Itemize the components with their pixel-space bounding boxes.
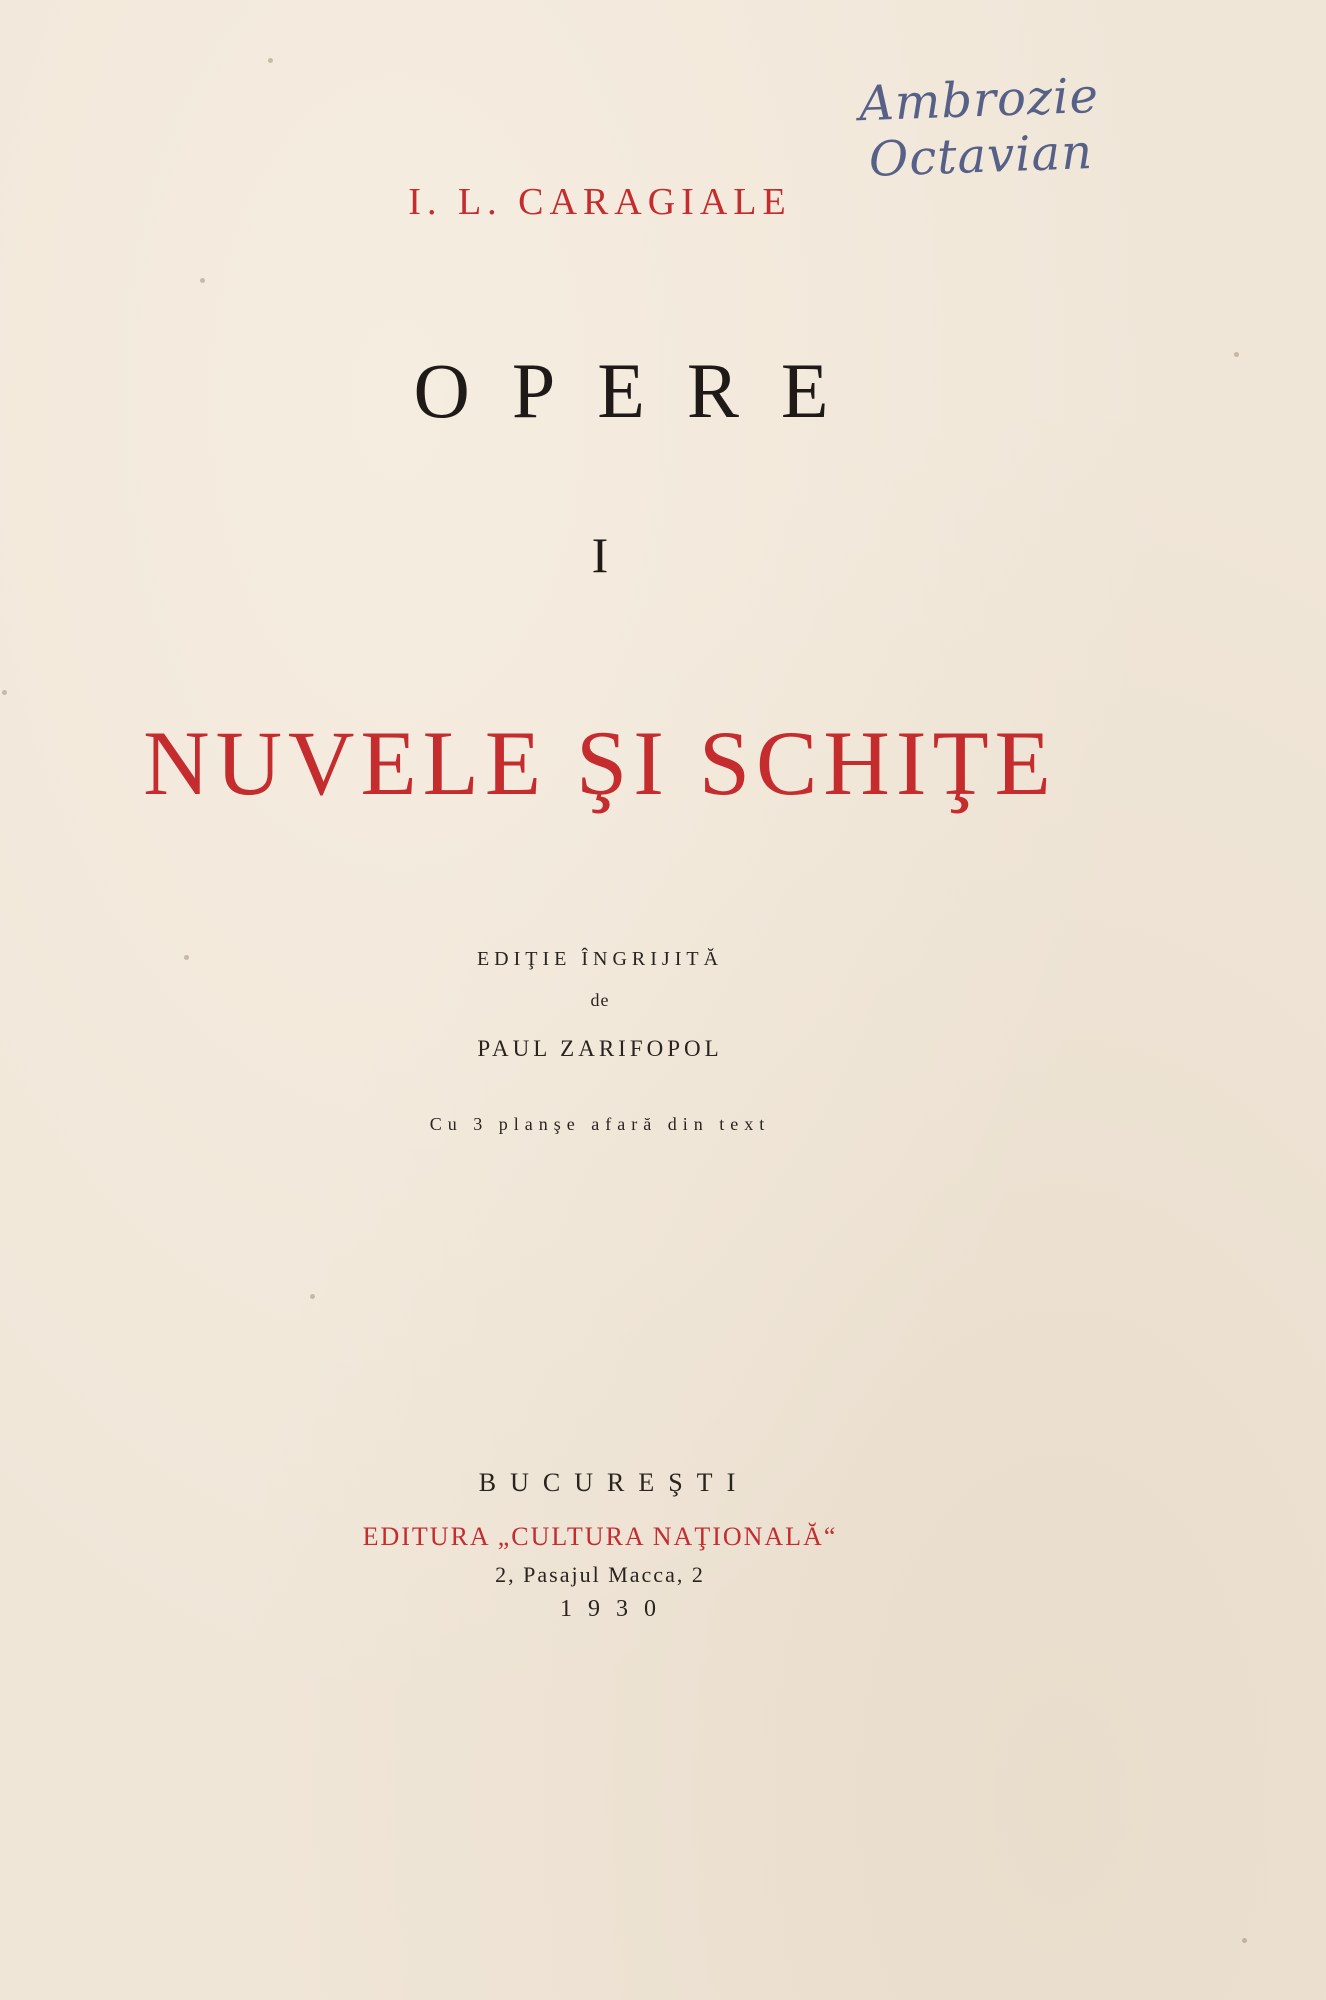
editor-name: PAUL ZARIFOPOL [477,1036,723,1061]
imprint-year: 1930 [560,1596,672,1622]
series-title: OPERE [413,347,871,434]
handwritten-signature: Ambrozie Octavian [858,67,1100,188]
paper-speck [2,690,7,695]
volume-number: I [591,527,609,583]
imprint-publisher: EDITURA „CULTURA NAŢIONALĂ“ [362,1522,838,1551]
author-name: I. L. CARAGIALE [408,181,792,223]
plates-note: Cu 3 planşe afară din text [429,1114,771,1134]
paper-speck [1242,1938,1247,1943]
paper-speck [310,1294,315,1299]
imprint-city: BUCUREŞTI [478,1468,750,1497]
by-line: de [590,990,610,1010]
paper-speck [1234,352,1239,357]
paper-speck [268,58,273,63]
paper-speck [184,955,189,960]
book-title: NUVELE ŞI SCHIŢE [143,712,1057,814]
paper-speck [200,278,205,283]
edition-line: EDIŢIE ÎNGRIJITĂ [476,948,724,970]
imprint-address: 2, Pasajul Macca, 2 [495,1562,705,1587]
